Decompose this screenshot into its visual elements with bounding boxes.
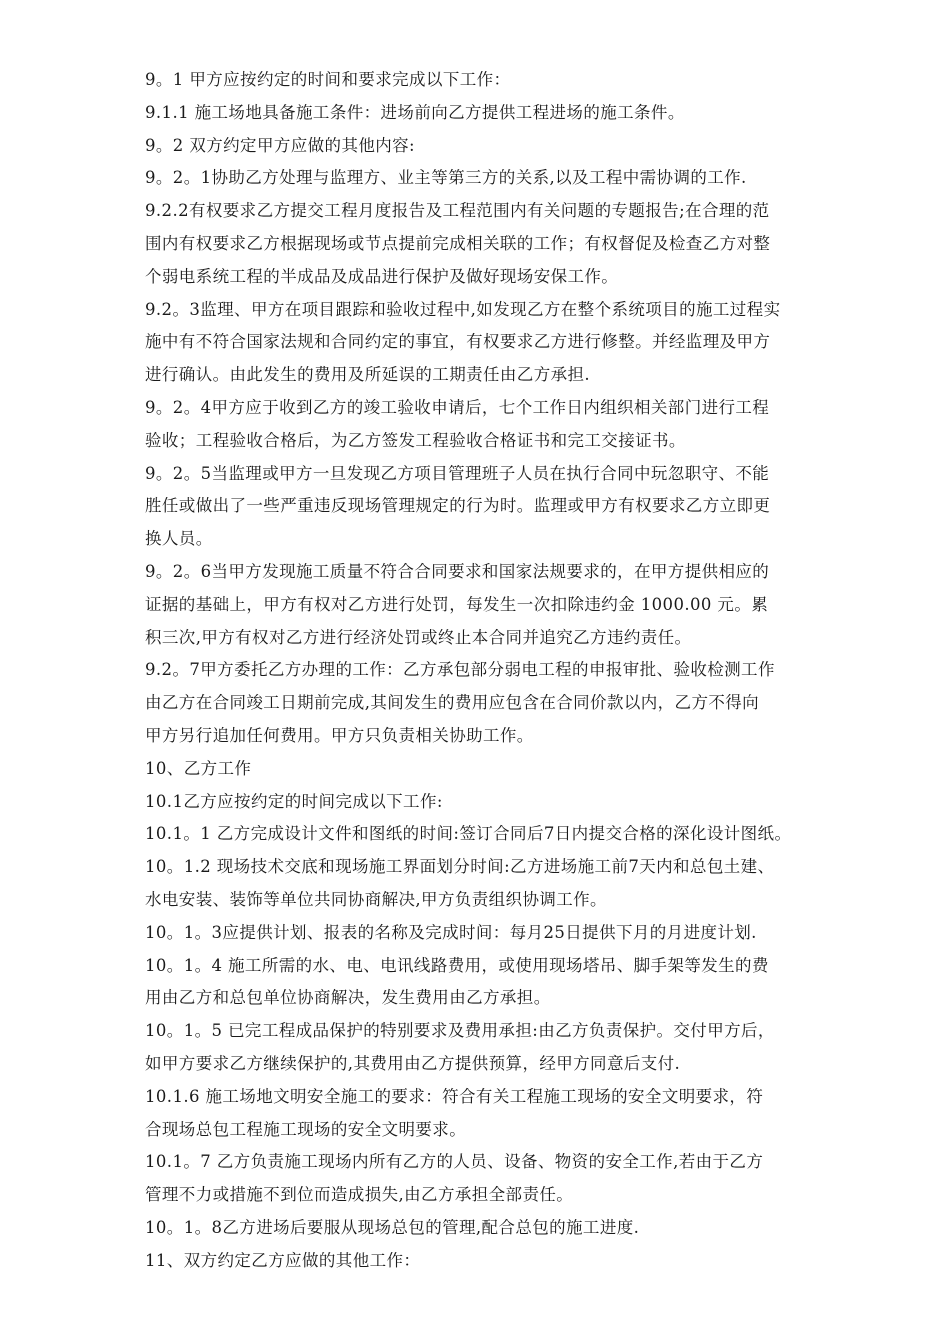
text-line: 10.1。7 乙方负责施工现场内所有乙方的人员、设备、物资的安全工作,若由于乙方 (145, 1152, 764, 1172)
text-line: 9.2.2有权要求乙方提交工程月度报告及工程范围内有关问题的专题报告;在合理的范 (145, 201, 770, 221)
text-line: 管理不力或措施不到位而造成损失,由乙方承担全部责任。 (145, 1185, 574, 1205)
text-line: 9。2。6当甲方发现施工质量不符合合同要求和国家法规要求的，在甲方提供相应的 (145, 561, 770, 581)
text-line: 9。2。5当监理或甲方一旦发现乙方项目管理班子人员在执行合同中玩忽职守、不能 (145, 463, 770, 483)
section-heading: 11、双方约定乙方应做的其他工作： (145, 1250, 421, 1270)
text-line: 10。1。3应提供计划、报表的名称及完成时间：每月25日提供下月的月进度计划. (145, 922, 757, 942)
text-line: 10.1乙方应按约定的时间完成以下工作: (145, 791, 443, 811)
contract-body (145, 64, 857, 1277)
text-line: 10.1.6 施工场地文明安全施工的要求：符合有关工程施工现场的安全文明要求，符 (145, 1086, 764, 1106)
text-line: 进行确认。由此发生的费用及所延误的工期责任由乙方承担. (145, 365, 591, 385)
text-line: 9。2。1协助乙方处理与监理方、业主等第三方的关系,以及工程中需协调的工作. (145, 168, 747, 188)
text-line: 甲方另行追加任何费用。甲方只负责相关协助工作。 (145, 725, 534, 745)
section-heading: 10、乙方工作 (145, 758, 252, 778)
text-line: 9。1 甲方应按约定的时间和要求完成以下工作： (145, 70, 511, 89)
text-line: 水电安装、装饰等单位共同协商解决,甲方负责组织协调工作。 (145, 889, 607, 909)
text-line: 9.2。3监理、甲方在项目跟踪和验收过程中,如发现乙方在整个系统项目的施工过程实 (145, 299, 781, 319)
text-line: 合现场总包工程施工现场的安全文明要求。 (145, 1119, 467, 1139)
text-line: 个弱电系统工程的半成品及成品进行保护及做好现场安保工作。 (145, 266, 619, 286)
text-line: 用由乙方和总包单位协商解决，发生费用由乙方承担。 (145, 988, 551, 1008)
text-line: 换人员。 (145, 529, 213, 549)
text-line: 9。2。4甲方应于收到乙方的竣工验收申请后，七个工作日内组织相关部门进行工程 (145, 397, 770, 417)
text-line: 10.1。1 乙方完成设计文件和图纸的时间:签订合同后7日内提交合格的深化设计图纸。 (145, 824, 792, 844)
text-line: 由乙方在合同竣工日期前完成,其间发生的费用应包含在合同价款以内，乙方不得向 (145, 693, 760, 713)
text-line: 验收；工程验收合格后，为乙方签发工程验收合格证书和完工交接证书。 (145, 430, 686, 450)
text-line: 10。1。5 已完工程成品保护的特别要求及费用承担:由乙方负责保护。交付甲方后， (145, 1021, 775, 1041)
text-line: 9.2。7甲方委托乙方办理的工作：乙方承包部分弱电工程的申报审批、验收检测工作 (145, 660, 775, 680)
text-line: 10。1.2 现场技术交底和现场施工界面划分时间:乙方进场施工前7天内和总包土建、 (145, 857, 775, 877)
text-line: 如甲方要求乙方继续保护的,其费用由乙方提供预算，经甲方同意后支付. (145, 1053, 681, 1073)
text-line: 9。2 双方约定甲方应做的其他内容: (145, 135, 415, 155)
text-line: 围内有权要求乙方根据现场或节点提前完成相关联的工作；有权督促及检查乙方对整 (145, 233, 771, 253)
text-line: 胜任或做出了一些严重违反现场管理规定的行为时。监理或甲方有权要求乙方立即更 (145, 496, 771, 516)
text-line: 10。1。4 施工所需的水、电、电讯线路费用，或使用现场塔吊、脚手架等发生的费 (145, 955, 769, 975)
text-line: 10。1。8乙方进场后要服从现场总包的管理,配合总包的施工进度. (145, 1217, 640, 1237)
text-line: 积三次,甲方有权对乙方进行经济处罚或终止本合同并追究乙方违约责任。 (145, 627, 692, 647)
text-line: 证据的基础上，甲方有权对乙方进行处罚，每发生一次扣除违约金 1000.00 元。累 (145, 594, 769, 614)
text-line: 施中有不符合国家法规和合同约定的事宜，有权要求乙方进行修整。并经监理及甲方 (145, 332, 771, 352)
text-line: 9.1.1 施工场地具备施工条件：进场前向乙方提供工程进场的施工条件。 (145, 102, 685, 122)
